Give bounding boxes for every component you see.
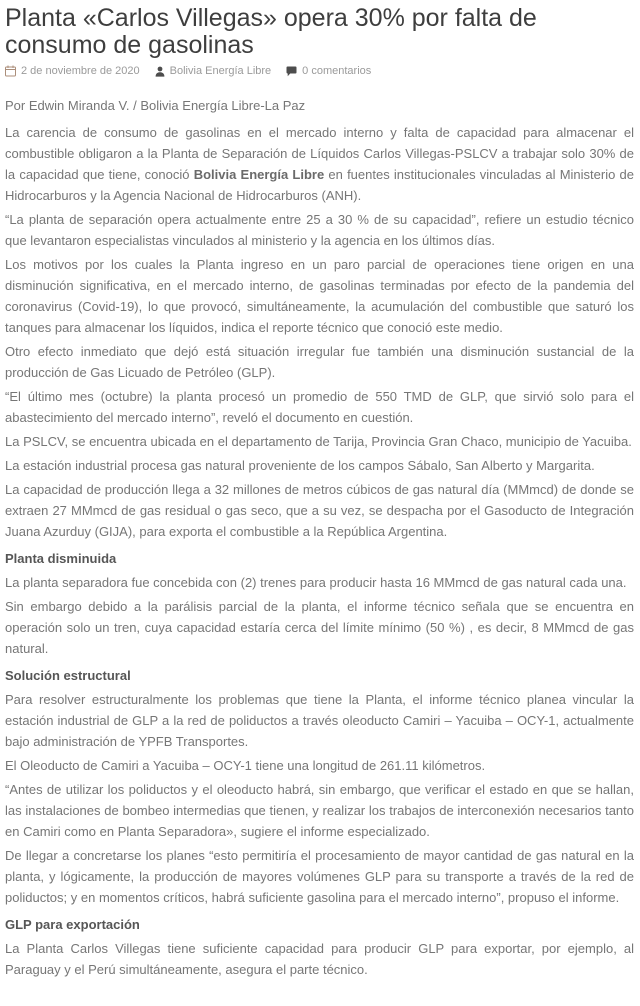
comment-icon xyxy=(286,66,297,77)
post-comments-label: 0 comentarios xyxy=(302,65,372,77)
paragraph: La capacidad de producción llega a 32 millones de metros cúbicos de gas natural día (MMmcd) de donde se extraen 27 MMmcd de gas residual o gas seco, que a su vez, se despacha por el Gasoducto de Integración Juana Azurduy (GIJA), para exporta el combustible a la República Argentina. xyxy=(5,482,634,539)
paragraph: Para resolver estructuralmente los problemas que tiene la Planta, el informe técnico planea vincular la estación industrial de GLP a la red de poliductos a través oleoducto Camiri – Yacuiba – OCY-1, actualmente bajo administración de YPFB Transportes. xyxy=(5,692,634,749)
paragraph: Sin embargo debido a la parálisis parcial de la planta, el informe técnico señala que se encuentra en operación solo un tren, cuya capacidad estaría cerca del límite mínimo (50 %) , es decir, 8 MMmcd de gas natural. xyxy=(5,599,634,656)
paragraph-lead-text-before: La carencia de consumo de gasolinas en el mercado interno y falta de capacidad para almacenar el combustible obligaron a la Planta de Separación de Líquidos Carlos Villegas-PSLCV a trabajar solo 30% de la capacidad que tiene, conoció xyxy=(5,125,634,182)
paragraph: “La planta de separación opera actualmente entre 25 a 30 % de su capacidad”, refiere un estudio técnico que levantaron especialistas vinculados al ministerio y la agencia en los últimos días. xyxy=(5,212,634,248)
paragraph: El Oleoducto de Camiri a Yacuiba – OCY-1 tiene una longitud de 261.11 kilómetros. xyxy=(5,758,486,773)
brand-name-bold: Bolivia Energía Libre xyxy=(193,167,325,182)
calendar-icon xyxy=(5,65,16,77)
paragraph: “Antes de utilizar los poliductos y el oleoducto habrá, sin embargo, que verificar el estado en que se hallan, las instalaciones de bombeo intermedias que tienen, y realizar los trabajos de interconexión necesarios tanto en Camiri como en Planta Separadora», sugiere el informe especializado. xyxy=(5,782,634,839)
paragraph-lead-text-after: en fuentes institucionales vinculadas al Ministerio de Hidrocarburos y la Agencia Nacional de Hidrocarburos (ANH). xyxy=(5,167,634,203)
page-title: Planta «Carlos Villegas» opera 30% por falta de consumo de gasolinas xyxy=(5,4,537,59)
paragraph: Los motivos por los cuales la Planta ingreso en un paro parcial de operaciones tiene origen en una disminución significativa, en el mercado interno, de gasolinas terminadas por efecto de la pandemia del coronavirus (Covid-19), lo que provocó, simultáneamente, la acumulación del combustible que saturó los tanques para almacenar los líquidos, indica el reporte técnico que conoció este medio. xyxy=(5,257,634,335)
subheading-glp-exportacion: GLP para exportación xyxy=(5,917,140,932)
paragraph: La Planta Carlos Villegas tiene suficiente capacidad para producir GLP para exportar, por ejemplo, al Paraguay y el Perú simultáneamente, asegura el parte técnico. xyxy=(5,941,634,977)
paragraph: “El último mes (octubre) la planta procesó un promedio de 550 TMD de GLP, que sirvió solo para el abastecimiento del mercado interno”, reveló el documento en cuestión. xyxy=(5,389,634,425)
post-meta xyxy=(5,64,634,78)
post-author-label: Bolivia Energía Libre xyxy=(169,65,272,77)
paragraph: Otro efecto inmediato que dejó está situación irregular fue también una disminución sustancial de la producción de Gas Licuado de Petróleo (GLP). xyxy=(5,344,634,380)
paragraph: La PSLCV, se encuentra ubicada en el departamento de Tarija, Provincia Gran Chaco, municipio de Yacuiba. xyxy=(5,434,632,449)
post-comments-link[interactable] xyxy=(286,64,371,78)
paragraph-lead xyxy=(5,122,634,206)
user-icon xyxy=(155,66,165,77)
post-author-link[interactable] xyxy=(155,64,272,78)
subheading-solucion-estructural: Solución estructural xyxy=(5,668,131,683)
paragraph: La estación industrial procesa gas natural proveniente de los campos Sábalo, San Alberto y Margarita. xyxy=(5,458,595,473)
post-date-label: 2 de noviembre de 2020 xyxy=(21,65,140,77)
paragraph: La planta separadora fue concebida con (2) trenes para producir hasta 16 MMmcd de gas natural cada una. xyxy=(5,575,627,590)
subheading-planta-disminuida: Planta disminuida xyxy=(5,551,117,566)
paragraph: De llegar a concretarse los planes “esto permitiría el procesamiento de mayor cantidad de gas natural en la planta, y lógicamente, la producción de mayores volúmenes GLP para su transporte a través de la red de poliductos; y en momentos críticos, habrá suficiente gasolina para el mercado interno”, propuso el informe. xyxy=(5,848,634,905)
post-date-link[interactable] xyxy=(5,64,140,78)
byline: Por Edwin Miranda V. / Bolivia Energía Libre-La Paz xyxy=(5,98,306,113)
